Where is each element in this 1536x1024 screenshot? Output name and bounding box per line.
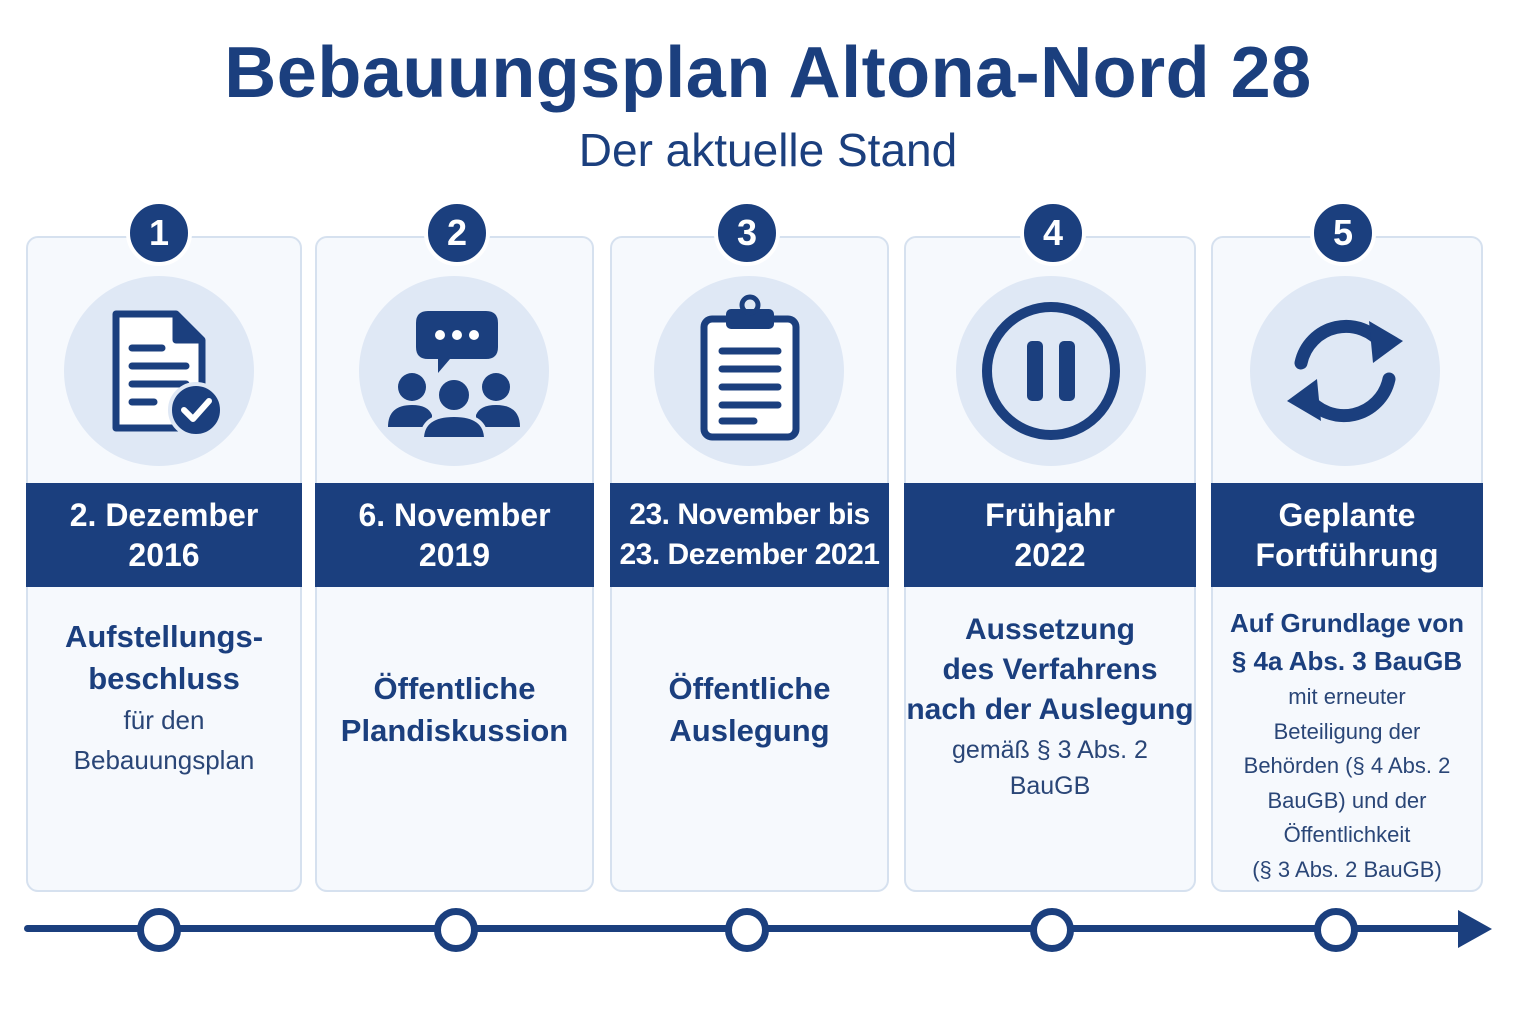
step-title-1-line-2: beschluss (88, 661, 240, 696)
icon-background-5 (1250, 276, 1440, 466)
step-detail-4-line-1: gemäß § 3 Abs. 2 (952, 736, 1148, 764)
step-date-3 (610, 483, 889, 587)
step-number-2: 2 (424, 200, 490, 266)
timeline-node-2 (434, 908, 478, 952)
step-description-2 (315, 668, 594, 752)
timeline-node-1 (137, 908, 181, 952)
icon-background-3 (654, 276, 844, 466)
icon-background-4 (956, 276, 1146, 466)
step-description-3 (610, 668, 889, 752)
timeline-arrowhead (1458, 910, 1492, 948)
step-detail-5-line-2: Beteiligung der (1273, 718, 1421, 744)
step-title-4-line-3: nach der Auslegung (906, 693, 1194, 726)
pause-icon (971, 291, 1131, 451)
step-detail-5-line-1: mit erneuter (1288, 684, 1406, 709)
step-date-4-line-2: 2022 (1014, 537, 1086, 573)
step-date-1 (26, 483, 302, 587)
step-number-1: 1 (126, 200, 192, 266)
step-detail-1-line-2: Bebauungsplan (73, 745, 255, 775)
step-title-3-line-1: Öffentliche (668, 671, 831, 706)
icon-background-1 (64, 276, 254, 466)
step-title-4-line-2: des Verfahrens (942, 653, 1158, 686)
step-title-2-line-1: Öffentliche (373, 671, 536, 706)
step-date-1-line-1: 2. Dezember (69, 497, 259, 533)
step-title-2-line-2: Plandiskussion (340, 713, 569, 748)
step-title-3-line-2: Auslegung (669, 713, 830, 748)
step-date-4-line-1: Frühjahr (985, 497, 1115, 533)
step-title-5-line-1: Auf Grundlage von (1230, 608, 1464, 638)
refresh-icon (1265, 291, 1425, 451)
step-date-2 (315, 483, 594, 587)
step-number-5: 5 (1310, 200, 1376, 266)
step-date-2-line-2: 2019 (418, 537, 491, 573)
step-date-3-line-1: 23. November bis (629, 498, 870, 531)
step-date-5 (1211, 483, 1483, 587)
icon-background-2 (359, 276, 549, 466)
step-title-5-line-2: § 4a Abs. 3 BauGB (1231, 646, 1463, 676)
clipboard-icon (674, 291, 824, 451)
step-description-4 (904, 610, 1196, 804)
step-number-3: 3 (714, 200, 780, 266)
step-detail-1-line-1: für den (123, 705, 205, 735)
step-detail-4-line-2: BauGB (1009, 772, 1091, 800)
step-date-2-line-1: 6. November (358, 497, 551, 533)
document-check-icon (84, 296, 234, 446)
step-description-5 (1211, 604, 1483, 887)
step-detail-5-line-3: Behörden (§ 4 Abs. 2 (1243, 753, 1451, 778)
step-date-1-line-2: 2016 (128, 537, 200, 573)
timeline-node-4 (1030, 908, 1074, 952)
step-title-4-line-1: Aussetzung (964, 613, 1135, 646)
step-description-1 (26, 616, 302, 780)
timeline-node-5 (1314, 908, 1358, 952)
step-date-3-line-2: 23. Dezember 2021 (619, 538, 880, 571)
step-title-1-line-1: Aufstellungs- (64, 619, 264, 654)
timeline-node-3 (725, 908, 769, 952)
step-number-4: 4 (1020, 200, 1086, 266)
step-date-4 (904, 483, 1196, 587)
step-detail-5-line-4: BauGB) und der (1267, 787, 1427, 813)
step-detail-5-line-5: Öffentlichkeit (1283, 822, 1411, 847)
step-detail-5-line-6: (§ 3 Abs. 2 BauGB) (1252, 856, 1442, 882)
page-subtitle: Der aktuelle Stand (578, 124, 958, 176)
page-title: Bebauungsplan Altona-Nord 28 (224, 33, 1312, 113)
step-date-5-line-1: Geplante (1278, 497, 1416, 533)
group-discussion-icon (374, 291, 534, 451)
step-date-5-line-2: Fortführung (1255, 537, 1439, 573)
